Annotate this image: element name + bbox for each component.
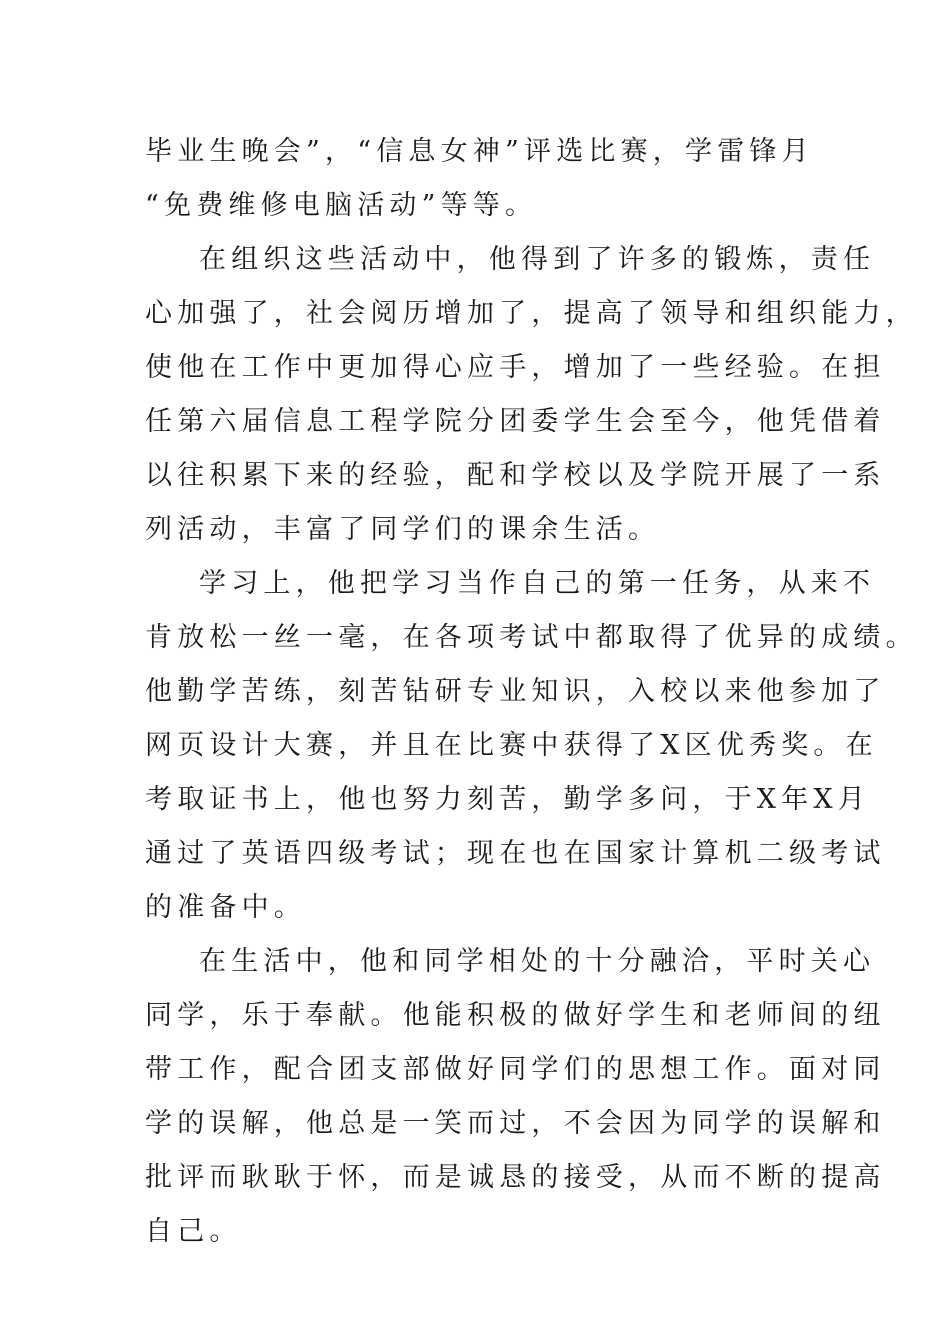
paragraph bbox=[145, 557, 918, 935]
text-line: 学的误解，他总是一笑而过，不会因为同学的误解和 bbox=[145, 1108, 886, 1139]
text-line: 他勤学苦练，刻苦钻研专业知识，入校以来他参加了 bbox=[145, 676, 886, 707]
text-line: 任第六届信息工程学院分团委学生会至今，他凭借着 bbox=[145, 406, 886, 437]
text-line: 考取证书上，他也努力刻苦，勤学多问，于X年X月 bbox=[145, 784, 871, 815]
text-line: 心加强了，社会阅历增加了，提高了领导和组织能力， bbox=[145, 298, 918, 329]
text-line: “免费维修电脑活动”等等。 bbox=[145, 190, 538, 221]
text-line: 肯放松一丝一毫，在各项考试中都取得了优异的成绩。 bbox=[145, 622, 918, 653]
text-line: 毕业生晚会”，“信息女神”评选比赛，学雷锋月 bbox=[145, 136, 814, 167]
text-line: 在组织这些活动中，他得到了许多的锻炼，责任 bbox=[199, 244, 876, 275]
text-line: 的准备中。 bbox=[145, 892, 306, 923]
document-body bbox=[145, 125, 918, 1259]
text-line: 以往积累下来的经验，配和学校以及学院开展了一系 bbox=[145, 460, 886, 491]
text-line: 学习上，他把学习当作自己的第一任务，从来不 bbox=[199, 568, 876, 599]
text-line: 列活动，丰富了同学们的课余生活。 bbox=[145, 514, 661, 545]
text-line: 网页设计大赛，并且在比赛中获得了X区优秀奖。在 bbox=[145, 730, 878, 761]
text-line: 带工作，配合团支部做好同学们的思想工作。面对同 bbox=[145, 1054, 886, 1085]
text-line: 同学，乐于奉献。他能积极的做好学生和老师间的纽 bbox=[145, 1000, 886, 1031]
paragraph bbox=[145, 233, 918, 557]
text-line: 使他在工作中更加得心应手，增加了一些经验。在担 bbox=[145, 352, 886, 383]
text-line: 自己。 bbox=[145, 1216, 242, 1247]
text-line: 在生活中，他和同学相处的十分融洽，平时关心 bbox=[199, 946, 876, 977]
paragraph bbox=[145, 125, 815, 233]
paragraph bbox=[145, 935, 886, 1259]
text-line: 通过了英语四级考试；现在也在国家计算机二级考试 bbox=[145, 838, 886, 869]
text-line: 批评而耿耿于怀，而是诚恳的接受，从而不断的提高 bbox=[145, 1162, 886, 1193]
